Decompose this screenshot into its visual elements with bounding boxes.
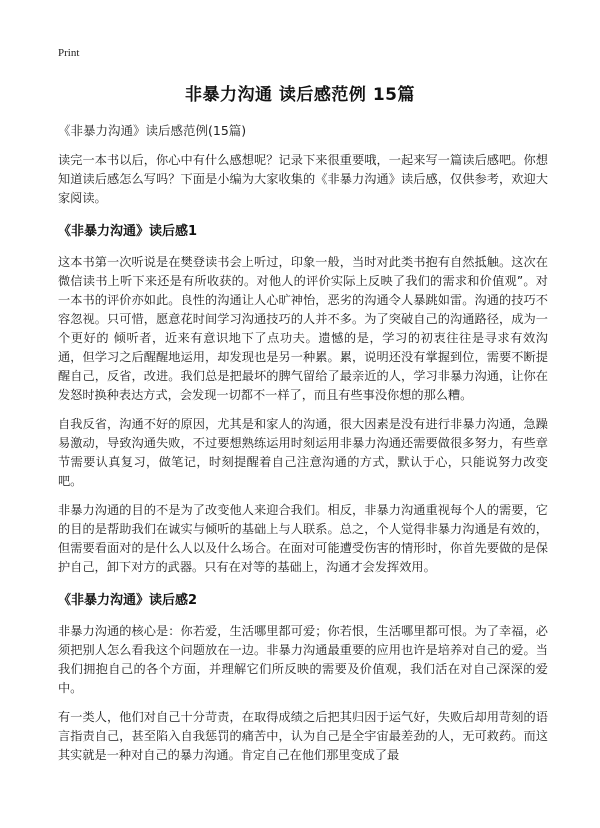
section-heading-1: 《非暴力沟通》读后感1 <box>58 224 198 239</box>
section-1-paragraph-3: 非暴力沟通的目的不是为了改变他人来迎合我们。相反，非暴力沟通重视每个人的需要，它的目的是帮助我们在诚实与倾听的基础上与人联系。总之，个人觉得非暴力沟通是有效的，但需要看面对的是什么人以及什么场合。在面对可能遭受伤害的情形时，你首先要做的是保护自己，卸下对方的武器。只有在对等的基础上，沟通才会发挥效用。 <box>58 503 548 574</box>
section-heading-2: 《非暴力沟通》读后感2 <box>58 593 198 608</box>
print-link[interactable]: Print <box>58 47 80 59</box>
section-1-paragraph-1: 这本书第一次听说是在樊登读书会上听过，印象一般，当时对此类书抱有自然抵触。这次在微信读书上听下来还是有所收获的。对他人的评价实际上反映了我们的需求和价值观”。对一本书的评价亦如此。良性的沟通让人心旷神怡，恶劣的沟通令人暴跳如雷。沟通的技巧不容忽视。只可惜，愿意花时间学习沟通技巧的人并不多。为了突破自己的沟通路径，成为一个更好的 倾听者，近来有意识地下了点功夫。遗憾的是，学习的初衷往往是寻求有效沟通，但学习之后醒醒地运用，却发现也是另一种累。累，说明还没有掌握到位，需要不断提醒自己，反省，改进。我们总是把最坏的脾气留给了最亲近的人，学习非暴力沟通，让你在发怒时换种表达方式，会发现一切都不一样了，而且有些事没你想的那么糟。 <box>58 255 548 402</box>
section-1-paragraph-2: 自我反省，沟通不好的原因，尤其是和家人的沟通，很大因素是没有进行非暴力沟通，急躁易激动，导致沟通失败，不过要想熟练运用时刻运用非暴力沟通还需要做很多努力，有些章节需要认真复习，做笔记，时刻提醒着自己注意沟通的方式，默认于心，只能说努力改变吧。 <box>58 417 548 488</box>
page-title: 非暴力沟通 读后感范例 15篇 <box>185 85 415 105</box>
section-2-paragraph-1: 非暴力沟通的核心是：你若爱，生活哪里都可爱；你若恨，生活哪里都可恨。为了幸福，必须把别人怎么看我这个问题放在一边。非暴力沟通最重要的应用也许是培养对自己的爱。当我们拥抱自己的各个方面，并理解它们所反映的需要及价值观，我们活在对自己深深的爱中。 <box>58 624 548 695</box>
intro-paragraph: 读完一本书以后，你心中有什么感想呢？记录下来很重要哦，一起来写一篇读后感吧。你想知道读后感怎么写吗？下面是小编为大家收集的《非暴力沟通》读后感，仅供参考，欢迎大家阅读。 <box>58 153 548 205</box>
section-2-paragraph-2: 有一类人，他们对自己十分苛责，在取得成绩之后把其归因于运气好，失败后却用苛刻的语言指责自己，甚至陷入自我惩罚的痛苦中，认为自己是全宇宙最差劲的人，无可救药。而这其实就是一种对自己的暴力沟通。肯定自己在他们那里变成了最 <box>58 710 548 762</box>
document-body <box>58 121 548 775</box>
document-subtitle: 《非暴力沟通》读后感范例(15篇) <box>58 123 247 138</box>
